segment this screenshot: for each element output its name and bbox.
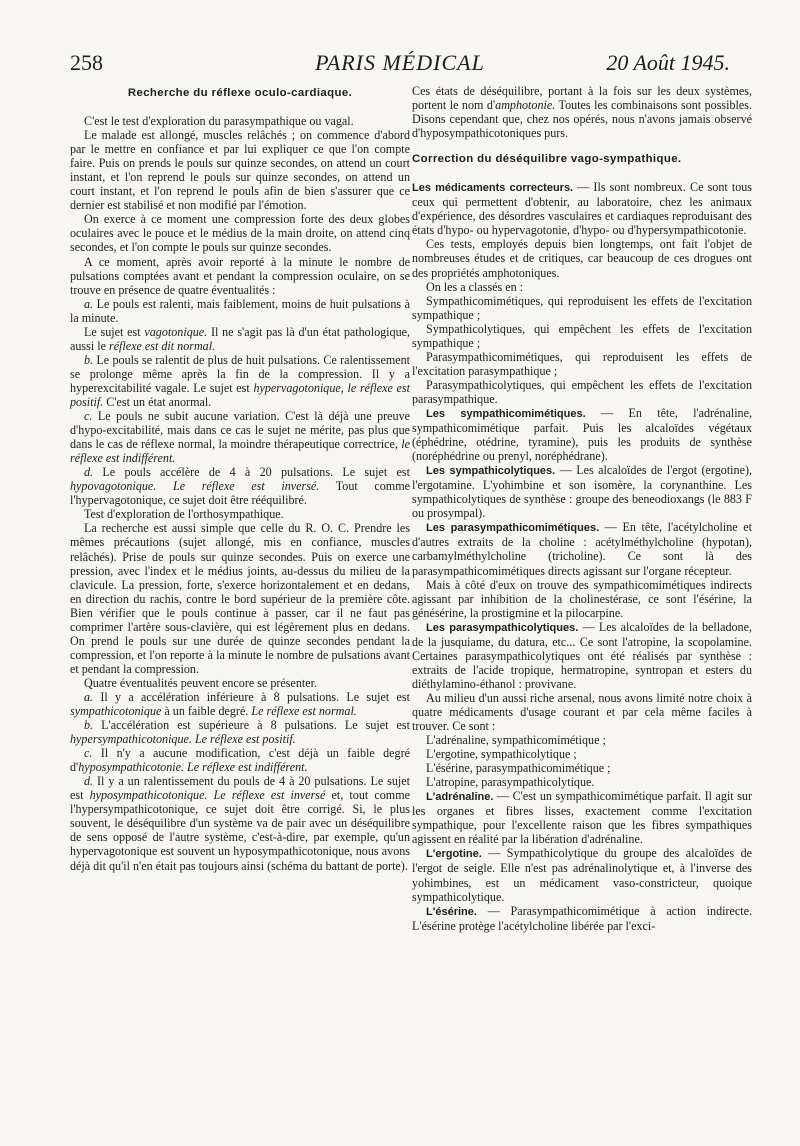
run-in-heading: Les sympathicomimétiques. <box>426 407 586 420</box>
text-run: — En tête, l'adrénaline, sympathicomimétique parfait. Puis les alcaloïdes végétaux (éphédrine, otédrine, tyramine), puis les produits de synthèse (noréphédrine ou prenyl, noréphédrane). <box>412 405 752 464</box>
list-item: Sympathicomimétiques, qui reproduisent les effets de l'excitation sympathique ; <box>412 293 752 322</box>
run-in-heading: Les médicaments correcteurs. <box>412 182 574 195</box>
right-column <box>412 84 752 933</box>
text-run: — En tête, l'acétylcholine et d'autres extraits de la choline : acétylméthylcholine (hypotan), carbamylméthylcholine (tricholine). Ce sont là des parasympathicomimétiques directs agissant sur l'organe récepteur. <box>412 520 752 578</box>
text-run: à un faible degré. <box>164 704 249 719</box>
paragraph <box>412 84 752 140</box>
list-item: Parasympathicolytiques, qui empêchent les effets de l'excitation parasympathique. <box>412 377 752 406</box>
text-run: Le sujet est <box>84 324 141 339</box>
run-in-heading: L'ergotine. <box>426 848 482 861</box>
run-in-heading: Les sympathicolytiques. <box>426 465 556 478</box>
paragraph: On exerce à ce moment une compression forte des deux globes oculaires avec le pouce et le médius de la main droite, on attend cinq secondes, et l'on compte le pouls sur quinze secondes. <box>70 212 410 255</box>
paragraph: Test d'exploration de l'orthosympathique. <box>84 507 284 522</box>
case-text: Le pouls se ralentit de plus de huit pulsations. Ce ralentissement se prolonge même après la fin de la compression. Il y a hyperexcitabilité vagale. Le sujet est <box>70 352 410 395</box>
text-run: — Les alcaloïdes de la belladone, de la jusquiame, du datura, etc... Ce sont l'atropine, la scopolamine. Certaines parasympathicolytiques ont été réalisés par synthèse : extraits de l'acide tropique, hermatropine, syntropan et esters du diéthylamino-éthanol : provivane. <box>412 619 752 691</box>
emphasis: hypovagotonique. Le réflexe est inversé. <box>70 479 320 494</box>
paragraph <box>412 180 752 237</box>
item-mark: d. <box>84 774 94 789</box>
paragraph: A ce moment, après avoir reporté à la minute le nombre de pulsations comptées avant et pendant la compression oculaire, on se trouve en présence de quatre éventualités : <box>70 254 410 297</box>
paragraph <box>412 904 752 933</box>
section-heading-correction: Correction du déséquilibre vago-sympathique. <box>412 153 682 166</box>
case-a2 <box>70 690 410 718</box>
item-mark: c. <box>84 409 93 424</box>
emphasis: hyposympathicotonie. Le réflexe est indifférent. <box>78 760 308 775</box>
text-run: — Sympathicolytique du groupe des alcaloïdes de l'ergot de seigle. Elle n'est pas adrénalinolytique et, à l'inverse des yohimbines, est un médicament vaso-constricteur, quoique sympathicolytique. <box>412 846 752 904</box>
emphasis: hyposympathicotonique. Le réflexe est inversé <box>89 788 326 803</box>
text-run: — C'est un sympathicomimétique parfait. Il agit sur les organes et fibres lisses, exactement comme l'excitation sympathique, pour l'excellente raison que les fibres sympathiques agissent en réalité par la libération d'adrénaline. <box>412 789 752 847</box>
paragraph: Le malade est allongé, muscles relâchés ; on commence d'abord par le mettre en confiance et par lui expliquer ce que l'on compte faire. Puis on prends le pouls sur quinze secondes, on attend un court instant, et l'on reprend le pouls sur quinze secondes, on attend un court instant, et l'on reprend le pouls afin de bien s'assurer que ce dernier est stabilisé et non modifié par l'émotion. <box>70 128 410 213</box>
list-item: L'atropine, parasympathicolytique. <box>426 775 595 790</box>
item-mark: a. <box>84 296 94 311</box>
emphasis: le réflexe est indifférent. <box>70 437 410 466</box>
case-text: Le pouls est ralenti, mais faiblement, moins de huit pulsations à la minute. <box>70 296 410 325</box>
paragraph: La recherche est aussi simple que celle du R. O. C. Prendre les mêmes précautions (sujet allongé, mis en confiance, muscles relâchés). Prise de pouls sur quinze secondes. Puis on exerce une pression, avec l'index et le médius joints, au-dessus du milieu de la clavicule. La pression, forte, s'exerce horizontalement et en dedans, en direction du rachis, contre le bord supérieur de la première côte. Bien vérifier que le pouls continue à passer, car il ne faut pas comprimer l'artère sous-clavière, qui est légèrement plus en dedans. On prend le pouls sur une durée de quinze secondes pendant la compression, et l'on reporte à la minute le nombre de pulsations avant et pendant la compression. <box>70 521 410 676</box>
paragraph <box>412 520 752 577</box>
list-item: L'ergotine, sympathicolytique ; <box>426 747 577 762</box>
item-mark: b. <box>84 718 94 733</box>
text-run: — Les alcaloïdes de l'ergot (ergotine), l'ergotamine. L'yohimbine et son isomère, la corynanthine. Les sympathicolytiques de synthèse : groupe des beneodioxangs (le 883 F ou prosympal). <box>412 463 752 521</box>
paragraph: Au milieu d'un aussi riche arsenal, nous avons limité notre choix à quatre médicaments d'usage courant et par cela même faciles à trouver. Ce sont : <box>412 690 752 734</box>
emphasis: Le réflexe est normal. <box>251 704 357 719</box>
paragraph <box>412 463 752 520</box>
item-mark: c. <box>84 746 93 761</box>
case-b <box>70 353 410 409</box>
case-text: Il y a accélération inférieure à 8 pulsations. Le sujet est <box>100 689 410 704</box>
emphasis: hypersympathicotonique. Le réflexe est positif. <box>70 732 296 747</box>
case-text: Il n'y a aucune modification, c'est déjà un faible degré d' <box>70 746 410 775</box>
text-run: et, tout comme l'hypersympathicotonique, ce sujet doit être corrigé. Si, le plus souvent, le déséquilibre d'un système va de pair avec un déséquilibre de sens opposé de l'autre système, c'est-à-dire, par exemple, qu'un hypervagotonique est souvent un hyposympathicotonique, nous avons déjà dit qu'il n'en était pas toujours ainsi (schéma du battant de porte). <box>70 788 410 873</box>
item-mark: d. <box>84 465 94 480</box>
list-item: Sympathicolytiques, qui empêchent les effets de l'excitation sympathique ; <box>412 321 752 350</box>
emphasis: vagotonique. <box>144 324 208 339</box>
case-text: L'accélération est supérieure à 8 pulsations. Le sujet est <box>101 718 410 733</box>
case-text: Le pouls accélère de 4 à 20 pulsations. Le sujet est <box>102 465 410 480</box>
text-run: Il ne s'agit pas là d'un état pathologique, aussi le <box>70 324 411 353</box>
emphasis: amphotonie. <box>495 98 556 113</box>
case-text: Il y a un ralentissement du pouls de 4 à 20 pulsations. Le sujet est <box>70 774 410 803</box>
paragraph: Mais à côté d'eux on trouve des sympathicomimétiques indirects agissant par inhibition de la cholinestérase, ce sont l'ésérine, la génésérine, la prostigmine et la pilocarpine. <box>412 577 752 620</box>
paragraph: On les a classés en : <box>426 279 524 294</box>
run-in-heading: L'ésérine. <box>426 905 477 918</box>
list-item: L'ésérine, parasympathicomimétique ; <box>426 761 611 776</box>
journal-title: PARIS MÉDICAL <box>315 50 485 75</box>
paragraph: Quatre éventualités peuvent encore se présenter. <box>84 675 318 690</box>
case-c2 <box>70 746 410 774</box>
list-item: L'adrénaline, sympathicomimétique ; <box>426 733 606 748</box>
item-mark: a. <box>84 689 94 704</box>
issue-date: 20 Août 1945. <box>606 50 730 75</box>
run-in-heading: Les parasympathicomimétiques. <box>426 522 600 535</box>
left-column <box>70 84 410 873</box>
paragraph <box>412 846 752 903</box>
item-mark: b. <box>84 352 94 367</box>
emphasis: réflexe est dit normal. <box>108 338 216 353</box>
text-run: — Parasympathicomimétique à action indirecte. L'ésérine protège l'acétylcholine libérée par l'exci- <box>412 903 753 933</box>
case-d2 <box>70 774 410 872</box>
run-in-heading: L'adrénaline. <box>426 791 494 804</box>
text-run: — Ils sont nombreux. Ce sont tous ceux qui permettent d'obtenir, au laboratoire, chez les animaux d'expérience, des désordres vasculaires et cardiaques reproduisant des états d'hypo- ou hypervagotonie, d'hypo- ou d'hypersympathicotonie. <box>412 180 752 238</box>
emphasis: sympathicotonique <box>70 704 162 719</box>
paragraph <box>412 620 752 691</box>
case-c <box>70 409 410 465</box>
case-d <box>70 465 410 507</box>
case-a-conclusion <box>70 325 410 353</box>
case-b2 <box>70 718 410 746</box>
paragraph: Ces tests, employés depuis bien longtemps, ont fait l'objet de nombreuses études et de critiques, car beaucoup de ces drogues ont des propriétés amphotoniques. <box>412 237 752 280</box>
text-run: Toutes les combinaisons sont possibles. Disons cependant que, chez nos opérés, nous n'avons jamais observé d'hyposympathicotoniques purs. <box>412 98 752 141</box>
text-run: Tout comme l'hypervagotonique, ce sujet doit être rééquilibré. <box>70 479 410 508</box>
list-item: Parasympathicomimétiques, qui reproduisent les effets de l'excitation parasympathique ; <box>412 349 752 378</box>
paragraph <box>412 406 752 463</box>
paragraph: C'est le test d'exploration du parasympathique ou vagal. <box>84 114 354 129</box>
section-heading-oculo-cardiac: Recherche du réflexe oculo-cardiaque. <box>127 87 353 99</box>
text-run: C'est un état anormal. <box>106 394 212 409</box>
run-in-heading: Les parasympathicolytiques. <box>426 621 579 634</box>
page-number: 258 <box>70 50 103 75</box>
paragraph <box>412 789 752 846</box>
text-run: Ces états de déséquilibre, portant à la fois sur les deux systèmes, portent le nom d' <box>412 84 752 113</box>
case-text: Le pouls ne subit aucune variation. C'est là déjà une preuve d'hypo-excitabilité, mais dans ce cas le sujet ne mérite, pas plus que dans le cas de réflexe normal, la moindre thérapeutique correctrice, <box>70 409 410 452</box>
emphasis: hypervagotonique, le réflexe est positif. <box>70 380 410 409</box>
case-a <box>70 297 410 325</box>
